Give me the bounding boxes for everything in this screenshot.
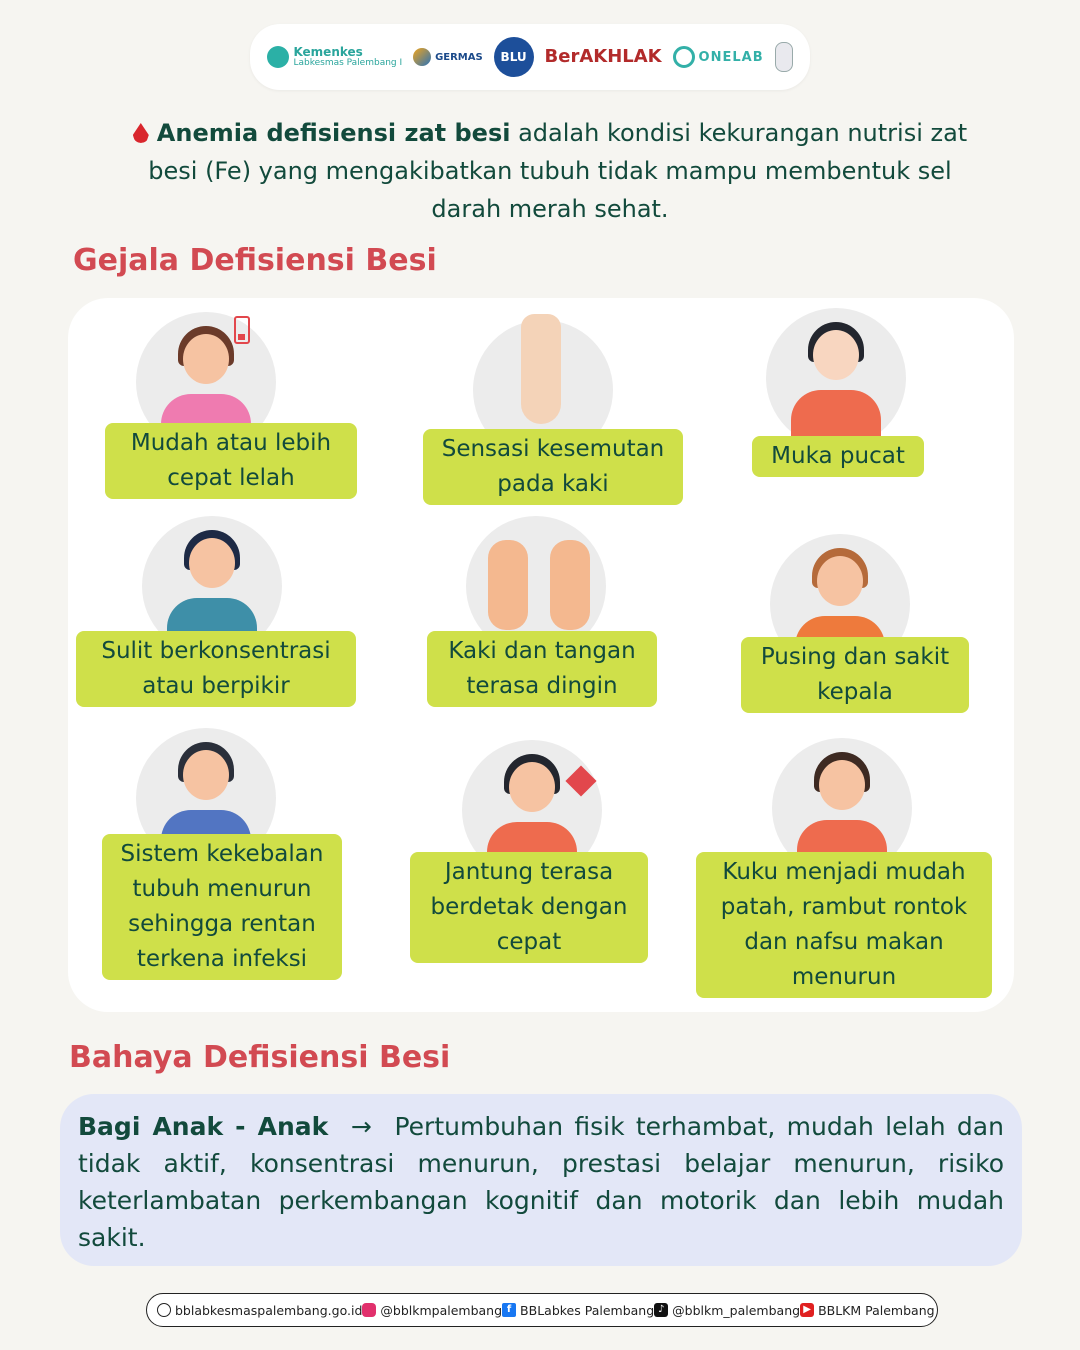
symptom-label-7: Sistem kekebalan tubuh menurun sehingga rentan terkena infeksi bbox=[102, 834, 342, 980]
pale-woman-icon bbox=[766, 308, 906, 448]
tiktok-link[interactable]: ♪ @bblkm_palembang bbox=[654, 1303, 800, 1318]
kemenkes-unit: Labkesmas Palembang I bbox=[293, 58, 403, 68]
symptom-label-2: Sensasi kesemutan pada kaki bbox=[423, 429, 683, 505]
symptom-label-9: Kuku menjadi mudah patah, rambut rontok dan nafsu makan menurun bbox=[696, 852, 992, 998]
onelab-icon bbox=[673, 46, 695, 68]
symptom-label-8: Jantung terasa berdetak dengan cepat bbox=[410, 852, 648, 963]
blu-logo bbox=[494, 37, 534, 77]
danger-card bbox=[60, 1094, 1022, 1266]
mascot-icon bbox=[775, 42, 793, 72]
danger-group: Bagi Anak - Anak bbox=[78, 1112, 329, 1141]
germas-logo: GERMAS bbox=[413, 48, 483, 66]
kemenkes-name: Kemenkes bbox=[293, 45, 363, 59]
youtube-icon: ▶ bbox=[800, 1303, 814, 1317]
intro-text bbox=[130, 114, 970, 228]
blood-drop-icon bbox=[133, 123, 149, 143]
social-footer bbox=[146, 1293, 938, 1327]
symptom-label-1: Mudah atau lebih cepat lelah bbox=[105, 423, 357, 499]
instagram-icon bbox=[362, 1303, 376, 1317]
berakhlak-logo: BerAKHLAK bbox=[544, 46, 662, 67]
facebook-link[interactable]: f BBLabkes Palembang bbox=[502, 1303, 654, 1318]
tiktok-icon: ♪ bbox=[654, 1303, 668, 1317]
intro-rest: adalah kondisi kekurangan nutrisi zat besi (Fe) yang mengakibatkan tubuh tidak mampu membentuk sel darah merah sehat. bbox=[148, 119, 968, 223]
blu-icon: BLU bbox=[494, 37, 534, 77]
danger-text: Pertumbuhan fisik terhambat, mudah lelah dan tidak aktif, konsentrasi menurun, prestasi belajar menurun, risiko keterlambatan perkembangan kognitif dan motorik dan lebih mudah sakit. bbox=[78, 1112, 1004, 1252]
low-battery-icon bbox=[234, 316, 250, 344]
symptom-label-3: Muka pucat bbox=[752, 436, 924, 477]
symptoms-card bbox=[68, 298, 1014, 1012]
globe-icon bbox=[157, 1303, 171, 1317]
instagram-link[interactable]: @bblkmpalembang bbox=[362, 1303, 502, 1318]
kemenkes-logo bbox=[267, 46, 402, 68]
mascot-logo bbox=[775, 42, 793, 72]
arrow-icon: → bbox=[350, 1112, 372, 1141]
intro-bold: Anemia defisiensi zat besi bbox=[156, 119, 511, 147]
symptom-label-6: Pusing dan sakit kepala bbox=[741, 637, 969, 713]
website-link[interactable]: bblabkesmaspalembang.go.id bbox=[157, 1303, 362, 1318]
symptoms-title: Gejala Defisiensi Besi bbox=[73, 243, 437, 278]
facebook-icon: f bbox=[502, 1303, 516, 1317]
symptom-label-5: Kaki dan tangan terasa dingin bbox=[427, 631, 657, 707]
symptom-label-4: Sulit berkonsentrasi atau berpikir bbox=[76, 631, 356, 707]
germas-icon bbox=[413, 48, 431, 66]
kemenkes-icon bbox=[267, 46, 289, 68]
onelab-logo: ONELAB bbox=[673, 46, 764, 68]
youtube-link[interactable]: ▶ BBLKM Palembang bbox=[800, 1303, 935, 1318]
danger-title: Bahaya Defisiensi Besi bbox=[69, 1040, 451, 1075]
logo-bar bbox=[250, 24, 810, 90]
